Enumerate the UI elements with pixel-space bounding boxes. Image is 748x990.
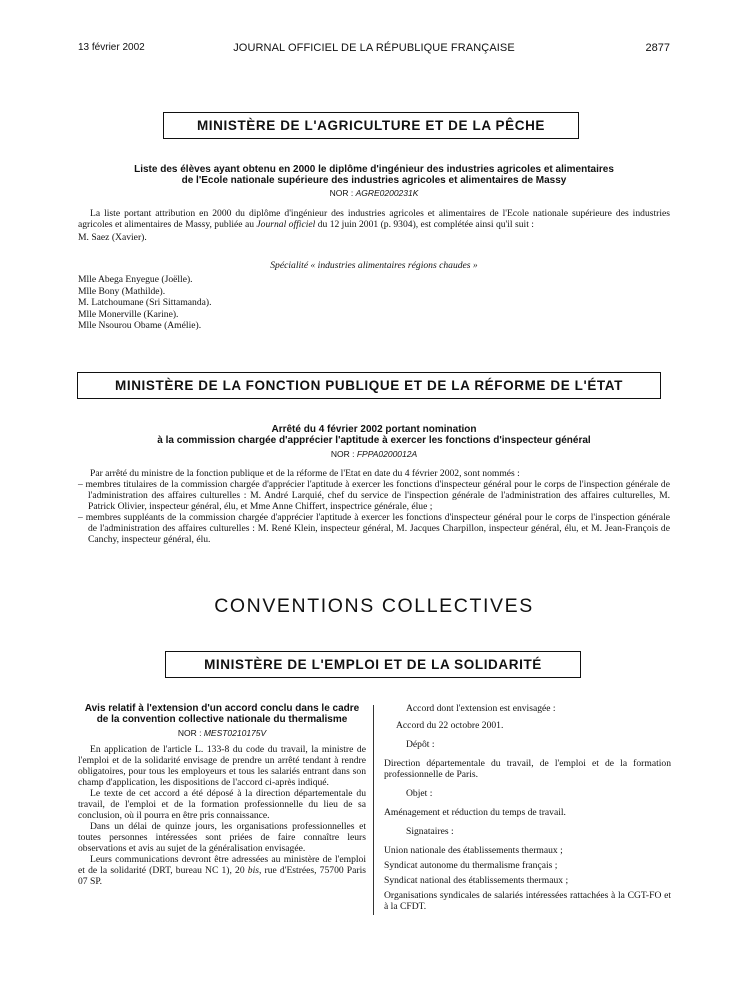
avis-paragraph-3: Dans un délai de quinze jours, les organisations professionnelles et toutes personnes intéressées sont priées de faire connaître leurs observations et avis au sujet de la généralisation envisagée.	[78, 821, 366, 854]
signataire-item: Organisations syndicales de salariés intéressées rattachées à la CGT-FO et à la CFDT.	[384, 890, 671, 912]
accord-value: Accord du 22 octobre 2001.	[396, 720, 504, 731]
avis-title-line2: de la convention collective nationale du thermalisme	[96, 714, 348, 725]
objet-heading: Objet :	[406, 788, 433, 799]
avis-nor	[78, 728, 366, 738]
ministry-fonction-publique-box: MINISTÈRE DE LA FONCTION PUBLIQUE ET DE LA RÉFORME DE L'ÉTAT	[77, 372, 661, 399]
section2-item-suppleants: – membres suppléants de la commission chargée d'apprécier l'aptitude à exercer les fonctions d'inspecteur général pour le corps de l'inspection générale de l'administration des affaires culturelles : M. René Klein, inspecteur général, M. Jacques Charpillon, inspecteur général, élu, et M. Jean-François de Canchy, inspecteur général, élu.	[78, 512, 670, 545]
page-number: 2877	[645, 42, 670, 54]
list-item: Mlle Bony (Mathilde).	[78, 285, 166, 297]
avis-paragraph-1: En application de l'article L. 133-8 du code du travail, la ministre de l'emploi et de la solidarité envisage de prendre un arrêté tendant à rendre obligatoires, pour tous les employeurs et tous les salariés entrant dans son champ d'application, les dispositions de l'accord ci-après indiqué.	[78, 744, 366, 788]
avis-paragraph-4: Leurs communications devront être adressées au ministère de l'emploi et de la solidarité (DRT, bureau NC 1), 20 bis, rue d'Estrées, 75700 Paris 07 SP.	[78, 854, 366, 887]
objet-value: Aménagement et réduction du temps de travail.	[384, 807, 566, 818]
ministry-agriculture-box: MINISTÈRE DE L'AGRICULTURE ET DE LA PÊCHE	[163, 112, 579, 139]
section2-title-line2: à la commission chargée d'apprécier l'aptitude à exercer les fonctions d'inspecteur général	[157, 435, 591, 446]
list-item: Mlle Abega Enyegue (Joëlle).	[78, 274, 193, 285]
section2-item-titulaires: – membres titulaires de la commission chargée d'apprécier l'aptitude à exercer les fonctions d'inspecteur général pour le corps de l'inspection générale de l'administration des affaires culturelles : M. André Larquié, chef du service de l'inspection générale de l'administration des affaires culturelles, M. Patrick Olivier, inspecteur général, élu, et Mme Anne Chiffert, inspectrice générale, élue ;	[78, 479, 670, 512]
graduates-list	[78, 274, 211, 332]
ministry-emploi-box: MINISTÈRE DE L'EMPLOI ET DE LA SOLIDARITÉ	[165, 651, 581, 678]
section2-title	[60, 424, 688, 446]
header-date: 13 février 2002	[78, 42, 145, 53]
nor-label: NOR :	[330, 449, 355, 459]
section2-nor	[0, 449, 748, 459]
journal-title: JOURNAL OFFICIEL DE LA RÉPUBLIQUE FRANÇAISE	[233, 42, 515, 54]
depot-heading: Dépôt :	[406, 739, 435, 750]
conventions-heading: CONVENTIONS COLLECTIVES	[214, 595, 534, 617]
column-divider	[373, 705, 374, 915]
avis-body	[78, 744, 366, 887]
section2-title-line1: Arrêté du 4 février 2002 portant nomination	[271, 424, 477, 435]
section1-first-name: M. Saez (Xavier).	[78, 232, 147, 243]
signataires-heading: Signataires :	[406, 826, 454, 837]
avis-paragraph-2: Le texte de cet accord a été déposé à la direction départementale du travail, de l'emploi et de la formation professionnelle du lieu de sa conclusion, où il pourra en être pris connaissance.	[78, 788, 366, 821]
avis-title-line1: Avis relatif à l'extension d'un accord conclu dans le cadre	[84, 703, 360, 714]
signataire-item: Syndicat national des établissements thermaux ;	[384, 875, 569, 886]
nor-label: NOR :	[329, 188, 354, 198]
section1-body: La liste portant attribution en 2000 du diplôme d'ingénieur des industries agricoles et alimentaires de l'Ecole nationale supérieure des industries agricoles et alimentaires de Massy, publiée au Journal officiel du 12 juin 2001 (p. 9304), est complétée ainsi qu'il suit :	[78, 208, 670, 230]
accord-heading: Accord dont l'extension est envisagée :	[406, 703, 556, 714]
nor-code: AGRE0200231K	[355, 188, 419, 198]
accord-details	[384, 703, 671, 912]
section1-nor	[0, 188, 748, 198]
section1-title-line1: Liste des élèves ayant obtenu en 2000 le diplôme d'ingénieur des industries agricoles et alimentaires	[134, 164, 614, 175]
nor-label: NOR :	[177, 728, 202, 738]
section1-title	[60, 164, 688, 186]
journal-officiel-ref: Journal officiel	[256, 219, 316, 230]
speciality-heading: Spécialité « industries alimentaires régions chaudes »	[270, 260, 478, 271]
list-item: Mlle Monerville (Karine).	[78, 308, 179, 320]
list-item: Mlle Nsourou Obame (Amélie).	[78, 320, 202, 332]
nor-code: FPPA0200012A	[356, 449, 418, 459]
signataire-item: Syndicat autonome du thermalisme français ;	[384, 860, 558, 871]
list-item: M. Latchoumane (Sri Sittamanda).	[78, 297, 212, 309]
section1-title-line2: de l'Ecole nationale supérieure des industries agricoles et alimentaires de Massy	[181, 175, 567, 186]
section2-intro: Par arrêté du ministre de la fonction publique et de la réforme de l'Etat en date du 4 février 2002, sont nommés :	[90, 468, 520, 479]
nor-code: MEST0210175V	[203, 728, 267, 738]
avis-title	[78, 703, 366, 725]
depot-value: Direction départementale du travail, de l'emploi et de la formation professionnelle de Paris.	[384, 758, 671, 780]
signataire-item: Union nationale des établissements thermaux ;	[384, 845, 563, 856]
